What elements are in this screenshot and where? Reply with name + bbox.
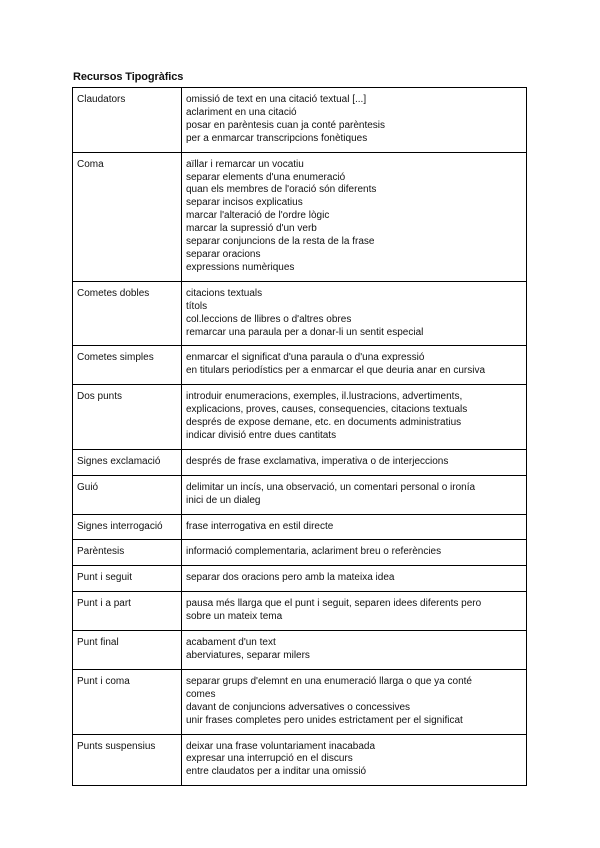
resource-use-line: aberviatures, separar milers bbox=[186, 650, 310, 661]
resource-use-line: en titulars periodístics per a enmarcar el que deuria anar en cursiva bbox=[186, 365, 486, 377]
resource-term: Punt final bbox=[73, 631, 182, 670]
resource-uses bbox=[182, 669, 527, 734]
table-row bbox=[73, 592, 527, 631]
resource-use-line: marcar l'alteració de l'ordre lògic bbox=[186, 210, 330, 222]
resource-use-line: després de expose demane, etc. en documents administratius bbox=[186, 417, 462, 429]
resource-uses bbox=[182, 449, 527, 475]
resources-table bbox=[72, 87, 527, 786]
table-row bbox=[73, 88, 527, 153]
resource-use-line: separar grups d'elemnt en una enumeració llarga o que ya conté bbox=[186, 675, 472, 687]
resource-term: Dos punts bbox=[73, 385, 182, 450]
resource-uses bbox=[182, 514, 527, 540]
resource-use-line: entre claudatos per a inditar una omissió bbox=[186, 766, 367, 778]
resource-term: Punt i coma bbox=[73, 669, 182, 734]
resource-use-line: introduir enumeracions, exemples, il.lustracions, advertiments, bbox=[186, 391, 463, 403]
resource-use-line: sobre un mateix tema bbox=[186, 611, 283, 623]
resource-term: Coma bbox=[73, 152, 182, 281]
table-row bbox=[73, 152, 527, 281]
resource-use-line: posar en parèntesis cuan ja conté parèntesis bbox=[186, 119, 386, 131]
resource-term: Signes exclamació bbox=[73, 449, 182, 475]
resource-use-line: citacions textuals bbox=[186, 287, 263, 299]
resource-term: Guió bbox=[73, 475, 182, 514]
resource-uses bbox=[182, 592, 527, 631]
table-row bbox=[73, 540, 527, 566]
resource-use-line: separar incisos explicatius bbox=[186, 197, 303, 209]
table-row bbox=[73, 669, 527, 734]
resource-uses bbox=[182, 734, 527, 786]
resource-use-line: separar oracions bbox=[186, 248, 261, 260]
resource-use-line: enmarcar el significat d'una paraula o d'una expressió bbox=[186, 352, 425, 364]
resource-use-line: col.leccions de llibres o d'altres obres bbox=[186, 313, 352, 325]
table-row bbox=[73, 566, 527, 592]
resource-term: Cometes simples bbox=[73, 346, 182, 385]
table-row bbox=[73, 631, 527, 670]
resource-term: Parèntesis bbox=[73, 540, 182, 566]
resource-use-line: separar dos oracions pero amb la mateixa idea bbox=[186, 572, 395, 584]
table-row bbox=[73, 385, 527, 450]
resource-use-line: per a enmarcar transcripcions fonètiques bbox=[186, 132, 368, 144]
resource-use-line: davant de conjuncions adversatives o concessives bbox=[186, 701, 411, 713]
table-row bbox=[73, 449, 527, 475]
resource-use-line: unir frases completes pero unides estrictament per el significat bbox=[186, 714, 463, 726]
resource-uses bbox=[182, 566, 527, 592]
table-row bbox=[73, 346, 527, 385]
resource-use-line: explicacions, proves, causes, consequencies, citacions textuals bbox=[186, 404, 468, 416]
resource-use-line: expresar una interrupció en el discurs bbox=[186, 753, 353, 765]
document-title: Recursos Tipogràfics bbox=[73, 71, 184, 83]
resource-term: Signes interrogació bbox=[73, 514, 182, 540]
table-row bbox=[73, 475, 527, 514]
resource-term: Punt i seguit bbox=[73, 566, 182, 592]
resource-uses bbox=[182, 631, 527, 670]
resource-use-line: delimitar un incís, una observació, un comentari personal o ironía bbox=[186, 481, 476, 493]
resource-use-line: acabament d'un text bbox=[186, 637, 276, 649]
resource-uses bbox=[182, 385, 527, 450]
resource-term: Claudators bbox=[73, 88, 182, 153]
resource-term: Punts suspensius bbox=[73, 734, 182, 786]
resource-use-line: quan els membres de l'oració són diferents bbox=[186, 184, 377, 196]
resource-use-line: inici de un dialeg bbox=[186, 494, 261, 506]
resource-uses bbox=[182, 281, 527, 346]
resource-uses bbox=[182, 152, 527, 281]
resource-use-line: comes bbox=[186, 688, 216, 700]
resource-use-line: expressions numèriques bbox=[186, 261, 295, 273]
resource-uses bbox=[182, 540, 527, 566]
table-row bbox=[73, 734, 527, 786]
resource-term: Punt i a part bbox=[73, 592, 182, 631]
resource-use-line: separar elements d'una enumeració bbox=[186, 171, 346, 183]
resource-use-line: separar conjuncions de la resta de la frase bbox=[186, 236, 375, 248]
resource-term: Cometes dobles bbox=[73, 281, 182, 346]
resource-use-line: indicar divisió entre dues cantitats bbox=[186, 429, 337, 441]
resource-use-line: frase interrogativa en estil directe bbox=[186, 520, 334, 532]
resource-uses bbox=[182, 475, 527, 514]
table-row bbox=[73, 514, 527, 540]
resource-use-line: després de frase exclamativa, imperativa o de interjeccions bbox=[186, 455, 449, 467]
resources-table-body bbox=[73, 88, 527, 786]
resource-use-line: pausa més llarga que el punt i seguit, separen idees diferents pero bbox=[186, 598, 482, 610]
resource-use-line: aclariment en una citació bbox=[186, 106, 297, 118]
resource-use-line: informació complementaria, aclariment breu o referències bbox=[186, 546, 442, 558]
resource-use-line: remarcar una paraula per a donar-li un sentit especial bbox=[186, 326, 424, 338]
resource-uses bbox=[182, 88, 527, 153]
resource-use-line: marcar la supressió d'un verb bbox=[186, 223, 317, 235]
table-row bbox=[73, 281, 527, 346]
resource-use-line: títols bbox=[186, 300, 208, 312]
resource-use-line: omissió de text en una citació textual [...] bbox=[186, 94, 367, 105]
resource-use-line: aïllar i remarcar un vocatiu bbox=[186, 158, 304, 170]
resource-use-line: deixar una frase voluntariament inacabada bbox=[186, 740, 376, 752]
resource-uses bbox=[182, 346, 527, 385]
